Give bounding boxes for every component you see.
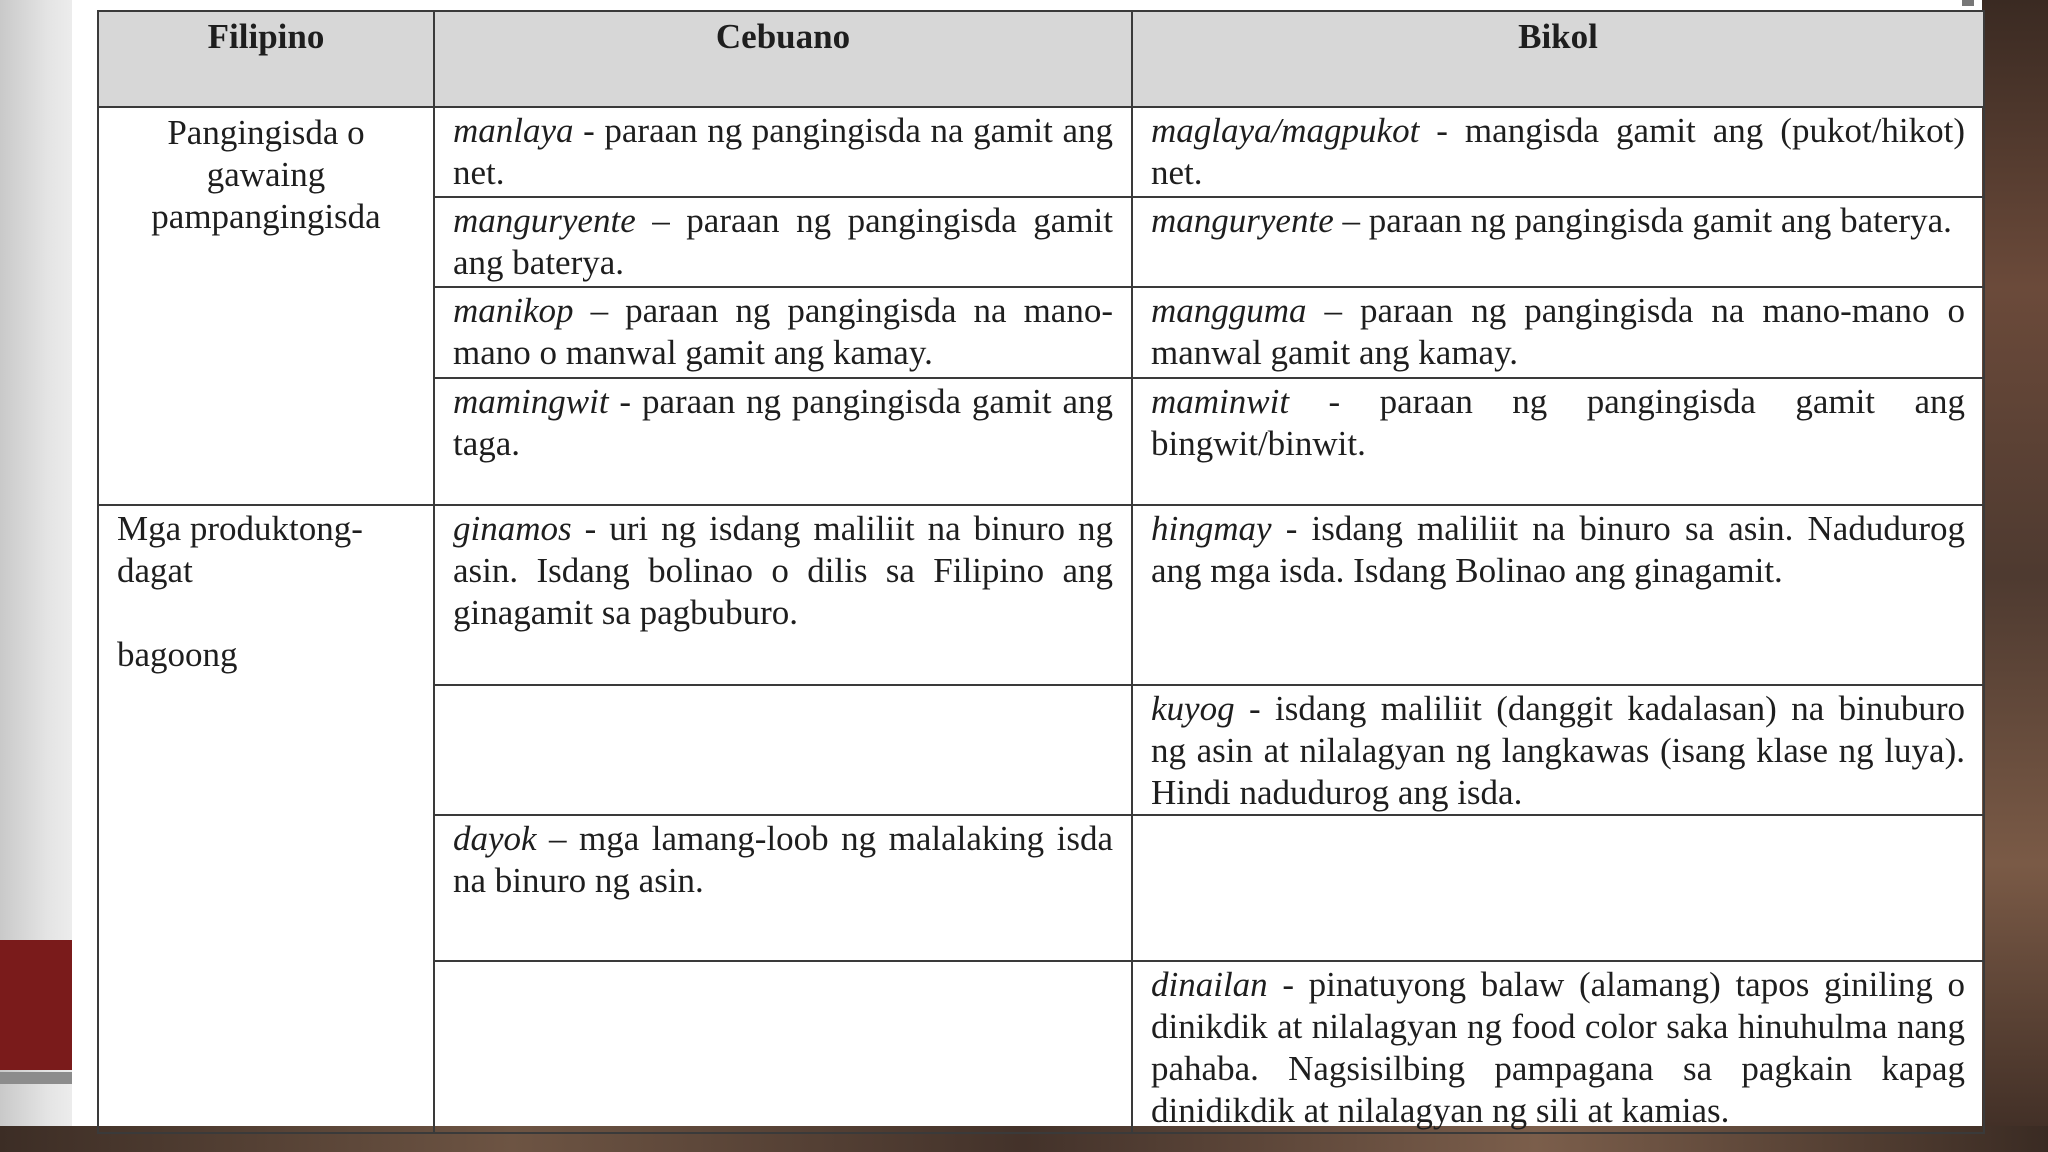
cebuano-definition: - uri ng isdang maliliit na binuro ng asin. Isdang bolinao o dilis sa Filipino ang ginagamit sa pagbuburo. (453, 509, 1113, 632)
header-row (98, 11, 1984, 107)
cebuano-cell (434, 197, 1132, 287)
cebuano-cell (434, 287, 1132, 378)
bikol-cell (1132, 107, 1984, 197)
bikol-definition: – paraan ng pangingisda gamit ang baterya. (1333, 201, 1952, 240)
bikol-definition: - paraan ng pangingisda gamit ang bingwit/binwit. (1151, 382, 1965, 463)
bikol-cell (1132, 287, 1984, 378)
bikol-definition: - isdang maliliit na binuro sa asin. Nadudurog ang mga isda. Isdang Bolinao ang ginagamit. (1151, 509, 1965, 590)
bikol-cell (1132, 961, 1984, 1133)
bikol-cell (1132, 685, 1984, 815)
bikol-term: mangguma (1151, 291, 1307, 330)
cebuano-definition: – mga lamang-loob ng malalaking isda na binuro ng asin. (453, 819, 1113, 900)
cebuano-cell (434, 815, 1132, 961)
header-filipino: Filipino (98, 11, 434, 107)
header-bikol: Bikol (1132, 11, 1984, 107)
filipino-subcategory: bagoong (117, 635, 238, 674)
bikol-term: maminwit (1151, 382, 1290, 421)
bikol-cell (1132, 505, 1984, 685)
table-row (98, 505, 1984, 685)
bikol-term: dinailan (1151, 965, 1268, 1004)
bikol-term: hingmay (1151, 509, 1272, 548)
bikol-definition: - pinatuyong balaw (alamang) tapos giniling o dinikdik at nilalagyan ng food color saka hinuhulma nang pahaba. Nagsisilbing pampagana sa pagkain kapag dinidikdik at nilalagyan ng sili at kamias. (1151, 965, 1965, 1130)
line-gap (117, 592, 415, 634)
bikol-definition: - mangisda gamit ang (pukot/hikot) net. (1151, 111, 1965, 192)
bikol-term: manguryente (1151, 201, 1334, 240)
cebuano-term: dayok (453, 819, 537, 858)
filipino-cell-pangingisda: Pangingisda o gawaing pampangingisda (98, 107, 434, 505)
cebuano-term: manikop (453, 291, 574, 330)
cebuano-definition: - paraan ng pangingisda gamit ang taga. (453, 382, 1113, 463)
bikol-cell (1132, 815, 1984, 961)
cebuano-cell (434, 107, 1132, 197)
cebuano-cell (434, 685, 1132, 815)
bikol-definition: – paraan ng pangingisda na mano-mano o manwal gamit ang kamay. (1151, 291, 1965, 372)
background-right (1976, 0, 2048, 1152)
bikol-term: kuyog (1151, 689, 1235, 728)
cebuano-term: ginamos (453, 509, 572, 548)
cebuano-cell (434, 505, 1132, 685)
cebuano-definition: - paraan ng pangingisda na gamit ang net. (453, 111, 1113, 192)
corner-mark (1962, 0, 1974, 6)
cebuano-term: manlaya (453, 111, 574, 150)
bikol-cell (1132, 378, 1984, 505)
cebuano-definition: – paraan ng pangingisda na mano-mano o manwal gamit ang kamay. (453, 291, 1113, 372)
cebuano-term: manguryente (453, 201, 636, 240)
bikol-definition: - isdang maliliit (danggit kadalasan) na binuburo ng asin at nilalagyan ng langkawas (isang klase ng luya). Hindi nadudurog ang isda. (1151, 689, 1965, 812)
vocabulary-table (97, 10, 1985, 1134)
header-cebuano: Cebuano (434, 11, 1132, 107)
cebuano-cell (434, 961, 1132, 1133)
cebuano-cell (434, 378, 1132, 505)
cebuano-definition: – paraan ng pangingisda gamit ang baterya. (453, 201, 1113, 282)
bikol-cell (1132, 197, 1984, 287)
gray-accent-band (0, 1072, 72, 1084)
cebuano-term: mamingwit (453, 382, 609, 421)
red-accent-band (0, 940, 72, 1070)
bikol-term: maglaya/magpukot (1151, 111, 1420, 150)
filipino-cell-produktong-dagat (98, 505, 434, 1133)
table-row (98, 107, 1984, 197)
filipino-category: Mga produktong-dagat (117, 509, 363, 590)
